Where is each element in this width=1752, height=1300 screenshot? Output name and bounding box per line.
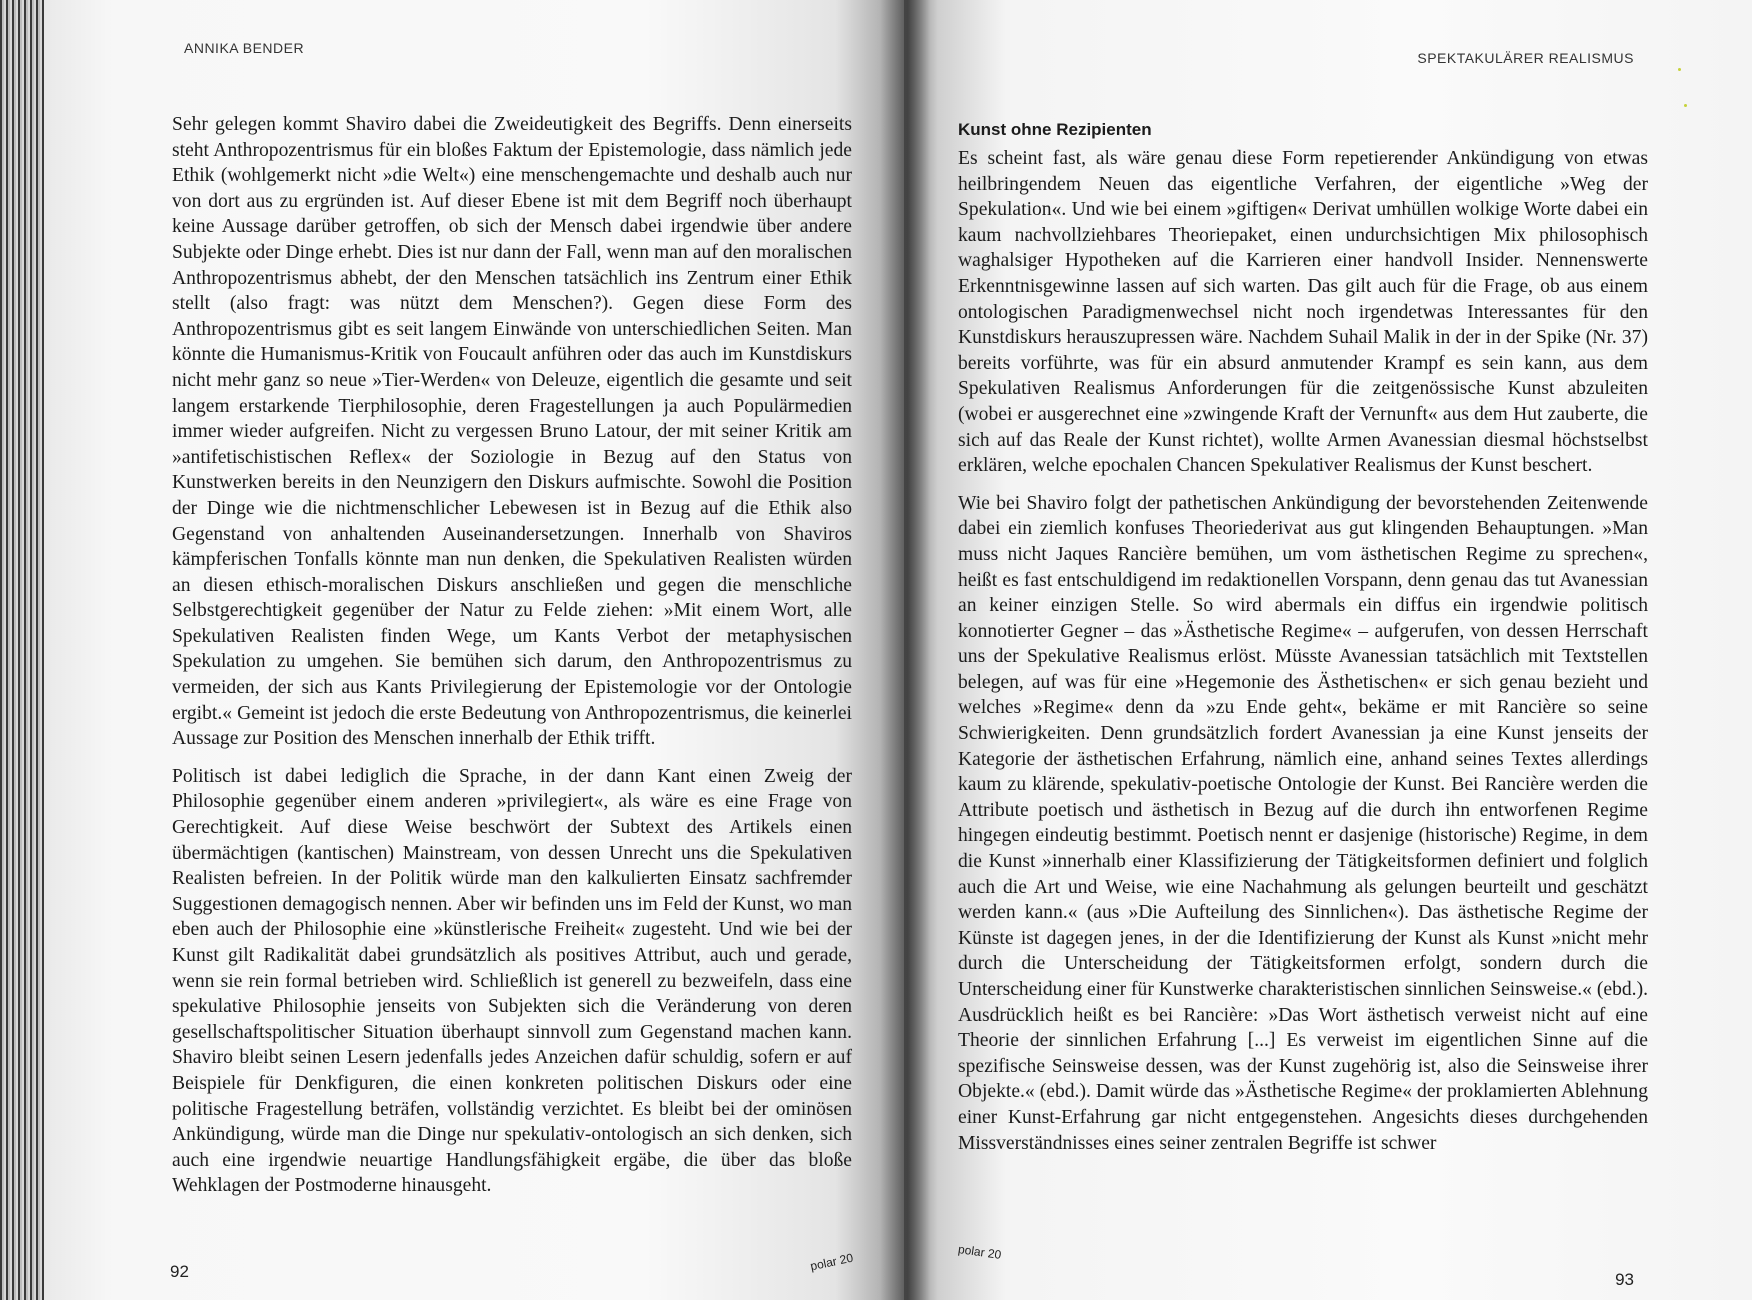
right-page	[904, 0, 1752, 1300]
paragraph: Politisch ist dabei lediglich die Sprache, in der dann Kant einen Zweig der Philosophie gegenüber einem anderen »privilegiert«, als wäre es eine Frage von Gerechtigkeit. Auf diese Weise beschwört der Subtext des Artikels einen übermächtigen (kantischen) Mainstream, von dessen Unrecht uns die Spekulativen Realisten befreien. In der Politik würde man den kalkulierten Einsatz sachfremder Suggestionen demagogisch nennen. Aber wir befinden uns im Feld der Kunst, wo man eben auch der Philosophie eine »künstlerische Freiheit« zugesteht. Und wie bei der Kunst gilt Radikalität dabei grundsätzlich als positives Attribut, auch und gerade, wenn sie rein formal betrieben wird. Schließlich ist generell zu bezweifeln, dass eine spekulative Philosophie jenseits von Subjekten sich die Veränderung von deren gesellschaftspolitischer Situation überhaupt sinnvoll zum Gegenstand machen kann. Shaviro bleibt seinen Lesern jedenfalls jedes Anzeichen dafür schuldig, sofern er auf Beispiele für Denkfiguren, die einen konkreten politischen Diskurs oder eine politische Fragestellung beträfen, vollständig verzichtet. Es bleibt bei der ominösen Ankündigung, würde man die Dinge nur spekulativ-ontologisch an sich denken, sich auch eine irgendwie neuartige Handlungsfähigkeit ergäbe, die über das bloße Wehklagen der Postmoderne hinausgeht.	[172, 765, 852, 1197]
book-gutter-shadow	[880, 0, 930, 1300]
page-edges	[0, 0, 46, 1300]
paragraph: Wie bei Shaviro folgt der pathetischen Ankündigung der bevorstehenden Zeitenwende dabei ein ziemlich konfuses Theoriederivat aus gut klingenden Behauptungen. »Man muss nicht Jaques Rancière bemühen, um vom ästhetischen Regime zu sprechen«, heißt es fast entschuldigend im redaktionellen Vorspann, denn genau das tut Avanessian an keiner einzigen Stelle. So wird abermals ein diffus ein irgendwie politisch konnotierter Gegner – das »Ästhetische Regime« – aufgerufen, von dessen Herrschaft uns der Spekulative Realismus erlöst. Müsste Avanessian tatsächlich mit Textstellen belegen, auf was für eine »Hegemonie des Ästhetischen« er sich genau bezieht und welches »Regime« denn da »zu Ende geht«, bekäme er mit Rancière so seine Schwierigkeiten. Denn grundsätzlich fordert Avanessian ja eine Kunst jenseits der Kategorie der ästhetischen Erfahrung, nämlich eine, anhand seines Textes allerdings kaum zu klärende, spekulativ-poetische Ontologie der Kunst. Bei Rancière werden die Attribute poetisch und ästhetisch in Bezug auf die durch ihn entworfenen Regime hingegen eindeutig bestimmt. Poetisch nennt er dasjenige (historische) Regime, in dem die Kunst »innerhalb einer Klassifizierung der Tätigkeitsformen definiert und folglich auch die Art und Weise, wie eine Nachahmung als gelungen beurteilt und geschätzt werden kann.« (aus »Die Aufteilung des Sinnlichen«). Das ästhetische Regime der Künste ist dagegen jenes, in der die Identifizierung der Kunst als Kunst »nicht mehr durch die Unterscheidung der Tätigkeitsformen erfolgt, sondern durch die Unterscheidung einer für Kunstwerke charakteristischen sinnlichen Seinsweise.« (ebd.). Ausdrücklich heißt es bei Rancière: »Das Wort ästhetisch verweist nicht auf eine Theorie der sinnlichen Erfahrung [...] Es verweist im eigentlichen Sinne auf die spezifische Seinsweise dessen, was der Kunst zugehörig ist, also die Seinsweise ihrer Objekte.« (ebd.). Damit würde das »Ästhetische Regime« der proklamierten Ablehnung einer Kunst-Erfahrung gar nicht entgegenstehen. Angesichts dieses durchgehenden Missverständnisses eines seiner zentralen Begriffe ist schwer	[958, 492, 1648, 1154]
paragraph: Sehr gelegen kommt Shaviro dabei die Zweideutigkeit des Begriffs. Denn einerseits steht Anthropozentrismus für ein bloßes Faktum der Epistemologie, dass nämlich jede Ethik (wohlgemerkt nicht »die Welt«) eine menschengemachte und deshalb auch nur von dort aus zu ergründen ist. Auf dieser Ebene ist mit dem Begriff noch überhaupt keine Aussage darüber getroffen, ob sich der Mensch dabei irgendwie über andere Subjekte oder Dinge erhebt. Dies ist nur dann der Fall, wenn man auf den moralischen Anthropozentrismus abhebt, der den Menschen tatsächlich ins Zentrum einer Ethik stellt (also fragt: was nützt dem Menschen?). Gegen diese Form des Anthropozentrismus gibt es seit langem Einwände von unterschiedlichen Seiten. Man könnte die Humanismus-Kritik von Foucault anführen oder das auch im Kunstdiskurs nicht mehr ganz so neue »Tier-Werden« von Deleuze, eigentlich die gesamte und seit langem erstarkende Tierphilosophie, deren Fragestellungen ja auch Populärmedien immer wieder aufgreifen. Nicht zu vergessen Bruno Latour, der mit seiner Kritik am »antifetischistischen Reflex« der Soziologie in Bezug auf den Status von Kunstwerken bereits in den Neunzigern den Diskurs aufmischte. Sowohl die Position der Dinge wie die nichtmenschlicher Lebewesen ist in Bezug auf die Ethik also Gegenstand von anhaltenden Auseinandersetzungen. Innerhalb von Shaviros kämpferischen Tonfalls könnte man nun denken, die Spekulativen Realisten würden an diesen ethisch-moralischen Diskurs anschließen und gegen die menschliche Selbstgerechtigkeit gegenüber der Natur zu Felde ziehen: »Mit einem Wort, alle Spekulativen Realisten finden Wege, um Kants Verbot der metaphysischen Spekulation zu umgehen. Sie bemühen sich darum, den Anthropozentrismus zu vermeiden, der sich aus Kants Privilegierung der Epistemologie vor der Ontologie ergibt.« Gemeint ist jedoch die erste Bedeutung von Anthropozentrismus, die keinerlei Aussage zur Position des Menschen innerhalb der Ethik trifft.	[172, 114, 852, 750]
section-heading: Kunst ohne Rezipienten	[958, 120, 1152, 139]
running-head-author: ANNIKA BENDER	[184, 40, 305, 56]
journal-footer: polar 20	[809, 1250, 855, 1274]
right-page-body	[958, 118, 1648, 1168]
page-number: 93	[1615, 1270, 1634, 1289]
journal-footer: polar 20	[957, 1242, 1003, 1262]
left-page	[44, 0, 904, 1300]
accent-dot	[1684, 104, 1687, 107]
paragraph: Es scheint fast, als wäre genau diese Form repetierender Ankündigung von etwas heilbringendem Neuen das eigentliche Verfahren, der eigentliche »Weg der Spekulation«. Und wie bei einem »giftigen« Derivat umhüllen wolkige Worte dabei ein kaum nachvollziehbares Theoriepaket, einen undurchsichtigen Mix philosophisch waghalsiger Hypotheken auf die Karrieren einer handvoll Insider. Nennenswerte Erkenntnisgewinne lassen auf sich warten. Das gilt auch für die Frage, ob aus einem ontologischen Paradigmenwechsel nicht noch irgendetwas Interessantes für den Kunstdiskurs herauszupressen wäre. Nachdem Suhail Malik in der in der Spike (Nr. 37) bereits vorführte, was für ein absurd anmutender Krampf es sein kann, aus dem Spekulativen Realismus Anforderungen für die zeitgenössische Kunst abzuleiten (wobei er ausgerechnet eine »zwingende Kraft der Vernunft« aus dem Hut zauberte, die sich auf das Reale der Kunst richtet), wollte Armen Avanessian diesmal höchstselbst erklären, welche epochalen Chancen Spekulativer Realismus der Kunst beschert.	[958, 148, 1648, 477]
page-number: 92	[170, 1262, 189, 1281]
running-head-title: SPEKTAKULÄRER REALISMUS	[1417, 50, 1634, 66]
accent-dot	[1678, 68, 1681, 71]
left-page-body	[172, 112, 852, 1211]
